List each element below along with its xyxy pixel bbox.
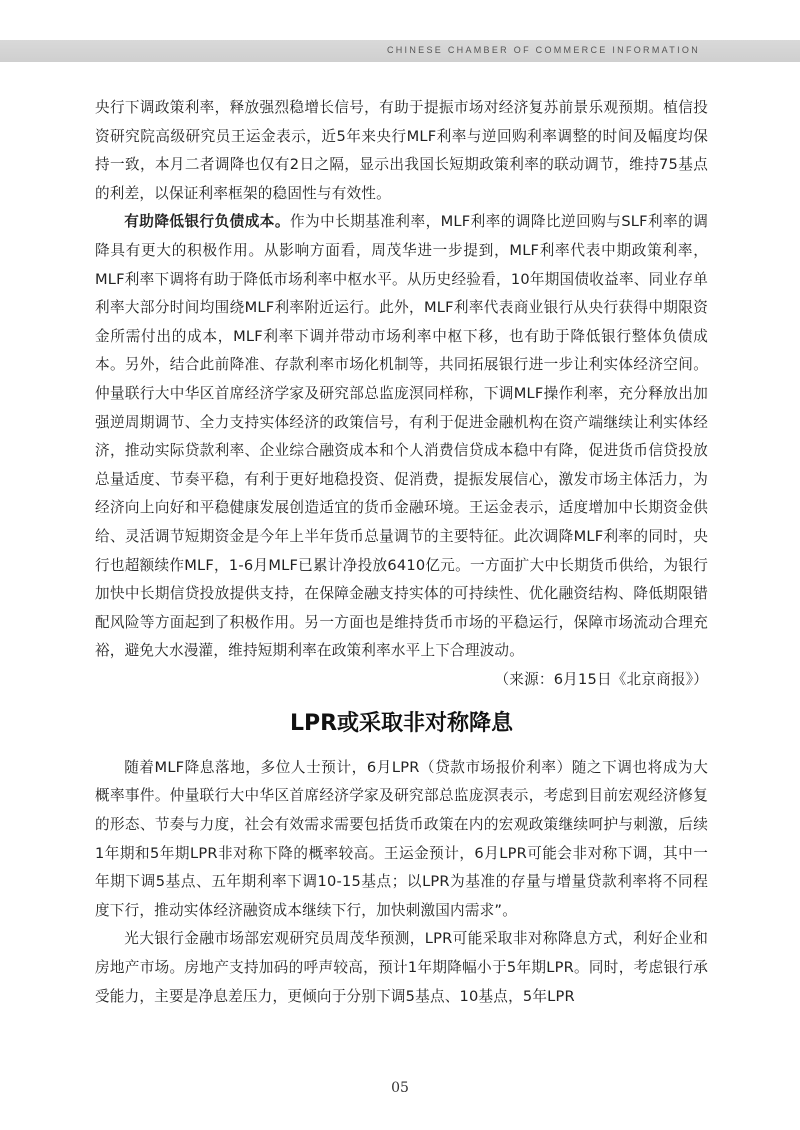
page-number: 05 xyxy=(391,1080,409,1096)
source-citation: （来源：6月15日《北京商报》） xyxy=(494,670,708,688)
section-paragraph-1: 随着MLF降息落地，多位人士预计，6月LPR（贷款市场报价利率）随之下调也将成为大概率事件。仲量联行大中华区首席经济学家及研究部总监庞溟表示，考虑到目前宏观经济修复的形态、节奏与力度，社会有效需求需要包括货币政策在内的宏观政策继续呵护与刺激，后续1年期和5年期LPR非对称下降的概率较高。王运金预计，6月LPR可能会非对称下调，其中一年期下调5基点、五年期利率下调10-15基点；以LPR为基准的存量与增量贷款利率将不同程度下行，推动实体经济融资成本继续下行，加快刺激国内需求”。 xyxy=(95,758,708,919)
paragraph-lead-bold: 有助降低银行负债成本。 xyxy=(124,213,290,231)
section-paragraph-2: 光大银行金融市场部宏观研究员周茂华预测，LPR可能采取非对称降息方式，利好企业和房地产市场。房地产支持加码的呼声较高，预计1年期降幅小于5年期LPR。同时，考虑银行承受能力，主要是净息差压力，更倾向于分别下调5基点、10基点，5年LPR xyxy=(95,930,708,1005)
article-paragraph-1: 央行下调政策利率，释放强烈稳增长信号，有助于提振市场对经济复苏前景乐观预期。植信投资研究院高级研究员王运金表示，近5年来央行MLF利率与逆回购利率调整的时间及幅度均保持一致，本月二者调降也仅有2日之隔，显示出我国长短期政策利率的联动调节，维持75基点的利差，以保证利率框架的稳固性与有效性。 xyxy=(95,99,708,202)
article-paragraph-2 xyxy=(95,208,708,688)
section-title: LPR或采取非对称降息 xyxy=(289,710,514,736)
page-content xyxy=(95,94,708,1011)
paragraph-body: 作为中长期基准利率，MLF利率的调降比逆回购与SLF利率的调降具有更大的积极作用。从影响方面看，周茂华进一步提到，MLF利率代表中期政策利率，MLF利率下调将有助于降低市场利率中枢水平。从历史经验看，10年期国债收益率、同业存单利率大部分时间均围绕MLF利率附近运行。此外，MLF利率代表商业银行从央行获得中期限资金所需付出的成本，MLF利率下调并带动市场利率中枢下移，也有助于降低银行整体负债成本。另外，结合此前降准、存款利率市场化机制等，共同拓展银行进一步让利实体经济空间。仲量联行大中华区首席经济学家及研究部总监庞溟同样称，下调MLF操作利率，充分释放出加强逆周期调节、全力支持实体经济的政策信号，有利于促进金融机构在资产端继续让利实体经济，推动实际贷款利率、企业综合融资成本和个人消费信贷成本稳中有降，促进货币信贷投放总量适度、节奏平稳，有利于更好地稳投资、促消费，提振发展信心，激发市场主体活力，为经济向上向好和平稳健康发展创造适宜的货币金融环境。王运金表示，适度增加中长期资金供给、灵活调节短期资金是今年上半年货币总量调节的主要特征。此次调降MLF利率的同时，央行也超额续作MLF，1-6月MLF已累计净投放6410亿元。一方面扩大中长期货币供给，为银行加快中长期信贷投放提供支持，在保障金融支持实体的可持续性、优化融资结构、降低期限错配风险等方面起到了积极作用。另一方面也是维持货币市场的平稳运行，保障市场流动合理充裕，避免大水漫灌，维持短期利率在政策利率水平上下合理波动。 xyxy=(95,213,708,660)
header-banner-text: CHINESE CHAMBER OF COMMERCE INFORMATION xyxy=(386,45,700,55)
